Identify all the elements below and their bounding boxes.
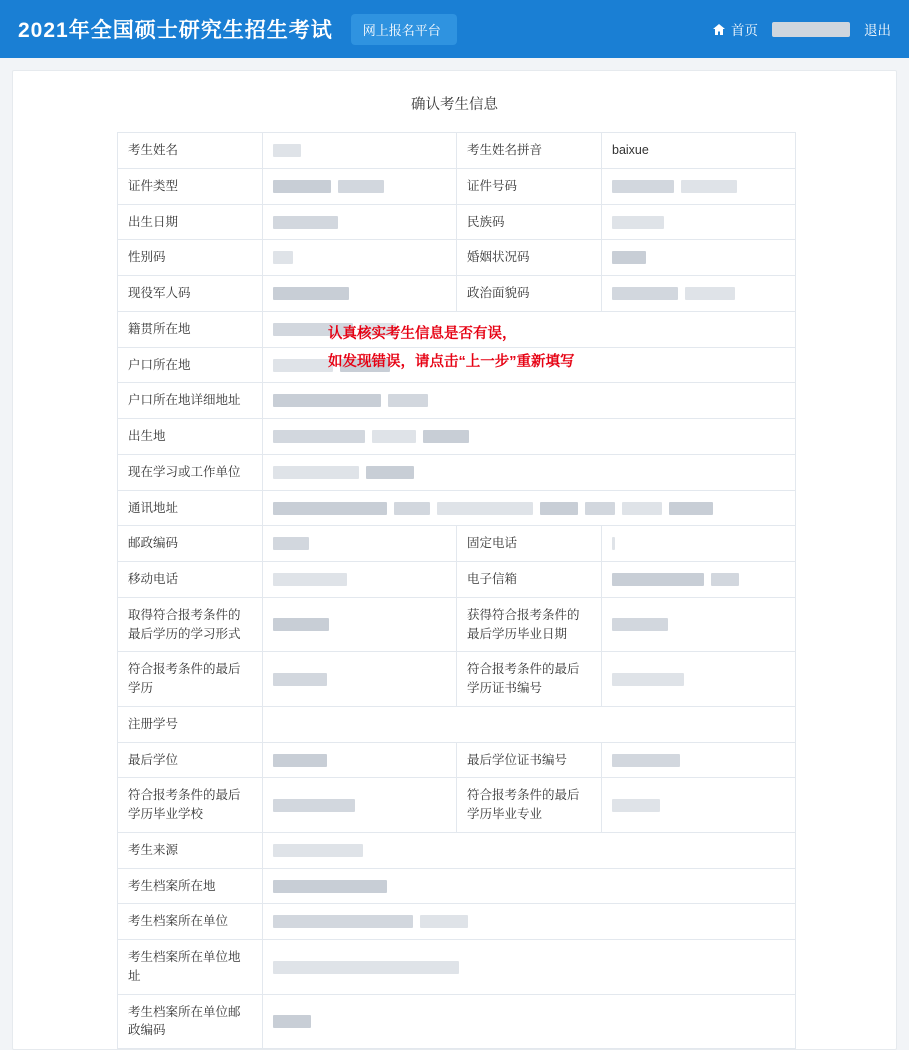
field-value-text: baixue	[612, 143, 649, 157]
field-value	[263, 742, 457, 778]
home-link[interactable]	[712, 19, 758, 39]
field-value	[263, 562, 457, 598]
field-value	[263, 454, 796, 490]
masked-value	[273, 287, 349, 300]
masked-value	[340, 359, 390, 372]
masked-value	[273, 144, 301, 157]
field-value	[602, 204, 796, 240]
table-row	[118, 778, 796, 833]
platform-badge: 网上报名平台	[351, 14, 457, 45]
masked-value	[711, 573, 739, 586]
user-name-masked	[772, 22, 850, 37]
masked-value	[366, 466, 414, 479]
field-value	[263, 490, 796, 526]
field-label: 民族码	[457, 204, 602, 240]
masked-value	[622, 502, 662, 515]
masked-value	[273, 618, 329, 631]
table-row	[118, 868, 796, 904]
masked-value	[612, 216, 664, 229]
masked-value	[273, 180, 331, 193]
masked-value	[612, 537, 615, 550]
table-row	[118, 347, 796, 383]
masked-value	[685, 287, 735, 300]
card-title: 确认考生信息	[411, 97, 498, 113]
candidate-info-table	[117, 132, 796, 1049]
field-label: 符合报考条件的最后学历毕业专业	[457, 778, 602, 833]
logout-button[interactable]: 退出	[864, 23, 891, 38]
field-value	[602, 133, 796, 169]
masked-value	[273, 323, 353, 336]
masked-value	[273, 251, 293, 264]
app-header	[0, 0, 909, 58]
field-label: 考生档案所在单位邮政编码	[118, 994, 263, 1049]
table-row	[118, 240, 796, 276]
field-value	[263, 940, 796, 995]
field-label: 考生姓名拼音	[457, 133, 602, 169]
masked-value	[273, 754, 327, 767]
field-label: 符合报考条件的最后学历	[118, 652, 263, 707]
field-value	[263, 276, 457, 312]
warning-text-line2: 如发现错误，请点击“上一步”重新填写	[328, 354, 575, 370]
field-label: 户口所在地	[118, 347, 263, 383]
masked-value	[612, 180, 674, 193]
masked-value	[273, 880, 387, 893]
table-row	[118, 276, 796, 312]
field-value	[602, 652, 796, 707]
masked-value	[388, 394, 428, 407]
field-label: 出生日期	[118, 204, 263, 240]
field-label: 现役军人码	[118, 276, 263, 312]
field-label: 考生来源	[118, 832, 263, 868]
masked-value	[360, 323, 396, 336]
field-value	[263, 832, 796, 868]
field-value	[263, 994, 796, 1049]
table-row	[118, 311, 796, 347]
field-value	[263, 204, 457, 240]
masked-value	[273, 537, 309, 550]
masked-value	[612, 573, 704, 586]
field-value	[263, 868, 796, 904]
candidate-info-table-wrap	[13, 132, 896, 1049]
field-label: 现在学习或工作单位	[118, 454, 263, 490]
page-title: 2021年全国硕士研究生招生考试	[18, 19, 333, 42]
field-label: 电子信箱	[457, 562, 602, 598]
masked-value	[273, 573, 347, 586]
field-label: 固定电话	[457, 526, 602, 562]
field-label: 获得符合报考条件的最后学历毕业日期	[457, 597, 602, 652]
field-label: 考生姓名	[118, 133, 263, 169]
masked-value	[612, 287, 678, 300]
page-body	[0, 58, 909, 1050]
masked-value	[273, 673, 327, 686]
table-row	[118, 940, 796, 995]
masked-value	[612, 754, 680, 767]
field-label: 户口所在地详细地址	[118, 383, 263, 419]
table-row	[118, 454, 796, 490]
masked-value	[273, 844, 363, 857]
field-value	[263, 383, 796, 419]
field-label: 考生档案所在地	[118, 868, 263, 904]
home-label: 首页	[731, 23, 758, 38]
field-label: 政治面貌码	[457, 276, 602, 312]
table-row	[118, 904, 796, 940]
masked-value	[681, 180, 737, 193]
masked-value	[612, 618, 668, 631]
masked-value	[612, 673, 684, 686]
field-label: 最后学位	[118, 742, 263, 778]
field-value	[263, 706, 796, 742]
field-value	[602, 168, 796, 204]
field-value	[263, 904, 796, 940]
home-icon	[712, 23, 726, 36]
field-value	[602, 526, 796, 562]
field-label: 籍贯所在地	[118, 311, 263, 347]
field-label: 考生档案所在单位地址	[118, 940, 263, 995]
table-row	[118, 204, 796, 240]
field-value	[602, 742, 796, 778]
masked-value	[372, 430, 416, 443]
field-value	[263, 652, 457, 707]
masked-value	[612, 251, 646, 264]
masked-value	[273, 915, 413, 928]
field-value	[602, 562, 796, 598]
field-label: 通讯地址	[118, 490, 263, 526]
field-value	[263, 526, 457, 562]
table-row	[118, 383, 796, 419]
masked-value	[273, 216, 338, 229]
masked-value	[273, 799, 355, 812]
masked-value	[338, 180, 384, 193]
field-label: 性别码	[118, 240, 263, 276]
field-value	[602, 778, 796, 833]
masked-value	[273, 359, 333, 372]
field-label: 符合报考条件的最后学历证书编号	[457, 652, 602, 707]
field-label: 注册学号	[118, 706, 263, 742]
table-row	[118, 419, 796, 455]
field-value	[602, 240, 796, 276]
field-label: 出生地	[118, 419, 263, 455]
masked-value	[420, 915, 468, 928]
field-label: 移动电话	[118, 562, 263, 598]
field-label: 取得符合报考条件的最后学历的学习形式	[118, 597, 263, 652]
field-label: 证件类型	[118, 168, 263, 204]
masked-value	[273, 1015, 311, 1028]
field-label: 邮政编码	[118, 526, 263, 562]
masked-value	[423, 430, 469, 443]
field-value	[263, 240, 457, 276]
warning-text-line1: 认真核实考生信息是否有误，	[328, 326, 517, 342]
field-value	[263, 168, 457, 204]
table-row	[118, 994, 796, 1049]
table-row	[118, 562, 796, 598]
masked-value	[540, 502, 578, 515]
field-value	[263, 778, 457, 833]
field-label: 符合报考条件的最后学历毕业学校	[118, 778, 263, 833]
field-value	[263, 419, 796, 455]
table-row	[118, 832, 796, 868]
masked-value	[273, 961, 459, 974]
table-row	[118, 706, 796, 742]
field-value	[263, 133, 457, 169]
confirm-info-card	[12, 70, 897, 1050]
masked-value	[273, 430, 365, 443]
field-value	[602, 597, 796, 652]
masked-value	[394, 502, 430, 515]
table-row	[118, 490, 796, 526]
field-label: 最后学位证书编号	[457, 742, 602, 778]
masked-value	[273, 466, 359, 479]
field-label: 考生档案所在单位	[118, 904, 263, 940]
field-label: 证件号码	[457, 168, 602, 204]
table-row	[118, 168, 796, 204]
field-value	[602, 276, 796, 312]
field-value	[263, 311, 796, 347]
table-row	[118, 526, 796, 562]
header-actions	[712, 19, 891, 39]
masked-value	[669, 502, 713, 515]
field-value	[263, 597, 457, 652]
masked-value	[273, 394, 381, 407]
table-row	[118, 742, 796, 778]
table-row	[118, 597, 796, 652]
masked-value	[437, 502, 533, 515]
table-row	[118, 133, 796, 169]
table-row	[118, 652, 796, 707]
masked-value	[273, 502, 387, 515]
masked-value	[585, 502, 615, 515]
masked-value	[612, 799, 660, 812]
field-value	[263, 347, 796, 383]
field-label: 婚姻状况码	[457, 240, 602, 276]
